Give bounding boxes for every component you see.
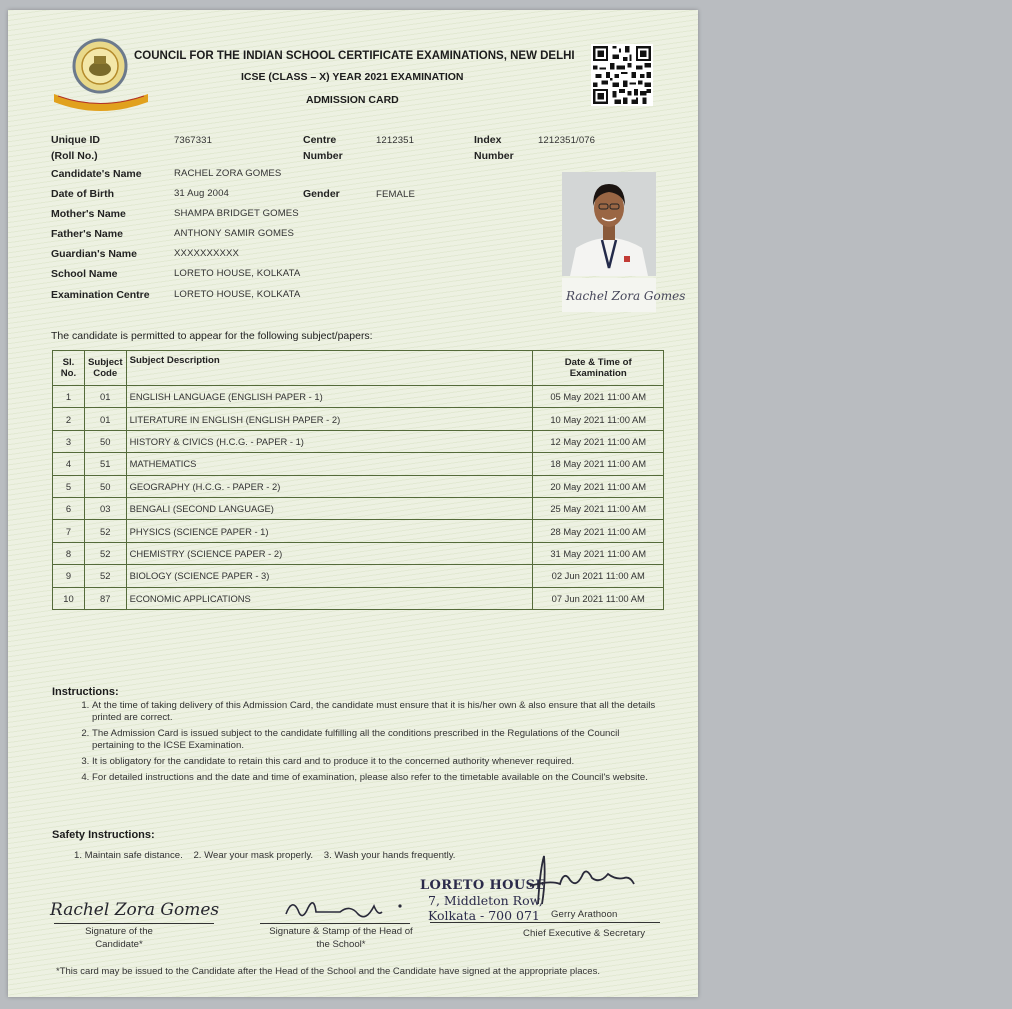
instructions-title: Instructions: [52, 686, 119, 698]
stamp-line-3: Kolkata - 700 071 [428, 908, 540, 923]
candidate-signature-line [54, 923, 214, 924]
safety-list [74, 850, 463, 861]
safety-item: 3. Wash your hands frequently. [323, 850, 456, 861]
instruction-item: 3. It is obligatory for the candidate to retain this card and to produce it to the concerned authority whenever required. [92, 756, 664, 768]
head-signature-caption: Signature & Stamp of the Head of the School* [269, 926, 413, 950]
exam-centre-value: LORETO HOUSE, KOLKATA [174, 289, 301, 300]
safety-item: 1. Maintain safe distance. [74, 850, 183, 861]
roll-no-label: (Roll No.) [51, 150, 98, 162]
secretary-name: Gerry Arathoon [551, 909, 618, 920]
header-sl: Sl. No. [53, 351, 85, 386]
table-row: 9 52 BIOLOGY (SCIENCE PAPER - 3) 02 Jun 2021 11:00 AM [53, 565, 664, 587]
school-name-label: School Name [51, 268, 118, 280]
mother-name-label: Mother's Name [51, 208, 126, 220]
stamp-line-2: 7, Middleton Row, [428, 893, 543, 908]
gender-label: Gender [303, 188, 340, 200]
table-row: 1 01 ENGLISH LANGUAGE (ENGLISH PAPER - 1) 05 May 2021 11:00 AM [53, 386, 664, 408]
instructions-list [72, 700, 664, 788]
exam-centre-label: Examination Centre [51, 289, 150, 301]
centre-number-value: 1212351 [376, 135, 415, 146]
table-row: 7 52 PHYSICS (SCIENCE PAPER - 1) 28 May 2021 11:00 AM [53, 520, 664, 542]
table-row: 4 51 MATHEMATICS 18 May 2021 11:00 AM [53, 453, 664, 475]
exam-title: ICSE (CLASS – X) YEAR 2021 EXAMINATION [241, 71, 464, 83]
instruction-item: 4. For detailed instructions and the date and time of examination, please also refer to the timetable available on the Council's website. [92, 772, 664, 784]
card-title: ADMISSION CARD [306, 94, 399, 106]
table-row: 6 03 BENGALI (SECOND LANGUAGE) 25 May 2021 11:00 AM [53, 497, 664, 519]
school-name-value: LORETO HOUSE, KOLKATA [174, 268, 301, 279]
index-number-value: 1212351/076 [538, 135, 596, 146]
guardian-name-value: XXXXXXXXXX [174, 248, 239, 259]
subjects-table [52, 350, 664, 610]
footnote: *This card may be issued to the Candidate after the Head of the School and the Candidate have signed at the appropriate places. [56, 966, 600, 977]
father-name-label: Father's Name [51, 228, 123, 240]
safety-title: Safety Instructions: [52, 829, 155, 841]
candidate-photo [562, 172, 656, 276]
table-row: 3 50 HISTORY & CIVICS (H.C.G. - PAPER - 1) 12 May 2021 11:00 AM [53, 430, 664, 452]
index-number-label-2: Number [474, 150, 514, 162]
table-header-row [53, 351, 664, 386]
dob-value: 31 Aug 2004 [174, 188, 229, 199]
father-name-value: ANTHONY SAMIR GOMES [174, 228, 295, 239]
secretary-signature-line [430, 922, 660, 923]
photo-signature-box [562, 278, 686, 312]
permission-text: The candidate is permitted to appear for the following subject/papers: [51, 330, 373, 342]
guardian-name-label: Guardian's Name [51, 248, 137, 260]
table-row: 2 01 LITERATURE IN ENGLISH (ENGLISH PAPER - 2) 10 May 2021 11:00 AM [53, 408, 664, 430]
unique-id-value: 7367331 [174, 135, 213, 146]
qr-code [591, 44, 653, 106]
centre-number-label-1: Centre [303, 134, 337, 146]
candidate-signature [50, 893, 240, 923]
dob-label: Date of Birth [51, 188, 114, 200]
candidate-name-value: RACHEL ZORA GOMES [174, 168, 282, 179]
table-row: 5 50 GEOGRAPHY (H.C.G. - PAPER - 2) 20 May 2021 11:00 AM [53, 475, 664, 497]
mother-name-value: SHAMPA BRIDGET GOMES [174, 208, 299, 219]
gender-value: FEMALE [376, 189, 415, 200]
index-number-label-1: Index [474, 134, 502, 146]
photo-signature-text: Rachel Zora Gomes [566, 289, 686, 303]
safety-item: 2. Wear your mask properly. [193, 850, 314, 861]
candidate-signature-caption: Signature of the Candidate* [85, 926, 153, 950]
head-signature-line [260, 923, 410, 924]
header-subject-description: Subject Description [126, 351, 533, 386]
secretary-title: Chief Executive & Secretary [523, 928, 646, 939]
header-date-time: Date & Time of Examination [533, 351, 664, 386]
stamp-line-1: LORETO HOUSE [420, 878, 546, 893]
table-row: 10 87 ECONOMIC APPLICATIONS 07 Jun 2021 11:00 AM [53, 587, 664, 609]
unique-id-label: Unique ID [51, 134, 100, 146]
centre-number-label-2: Number [303, 150, 343, 162]
instruction-item: 2. The Admission Card is issued subject to the candidate fulfilling all the conditions prescribed in the Regulations of the Council pertaining to the ICSE Examination. [92, 728, 664, 752]
header-subject-code: Subject Code [84, 351, 126, 386]
instruction-item: 1. At the time of taking delivery of this Admission Card, the candidate must ensure that it is his/her own & also ensure that all the details printed are correct. [92, 700, 664, 724]
table-row: 8 52 CHEMISTRY (SCIENCE PAPER - 2) 31 May 2021 11:00 AM [53, 542, 664, 564]
candidate-signature-text: Rachel Zora Gomes [50, 900, 220, 920]
secretary-signature [520, 850, 650, 906]
council-name: COUNCIL FOR THE INDIAN SCHOOL CERTIFICATE EXAMINATIONS, NEW DELHI [134, 50, 575, 62]
candidate-name-label: Candidate's Name [51, 168, 142, 180]
